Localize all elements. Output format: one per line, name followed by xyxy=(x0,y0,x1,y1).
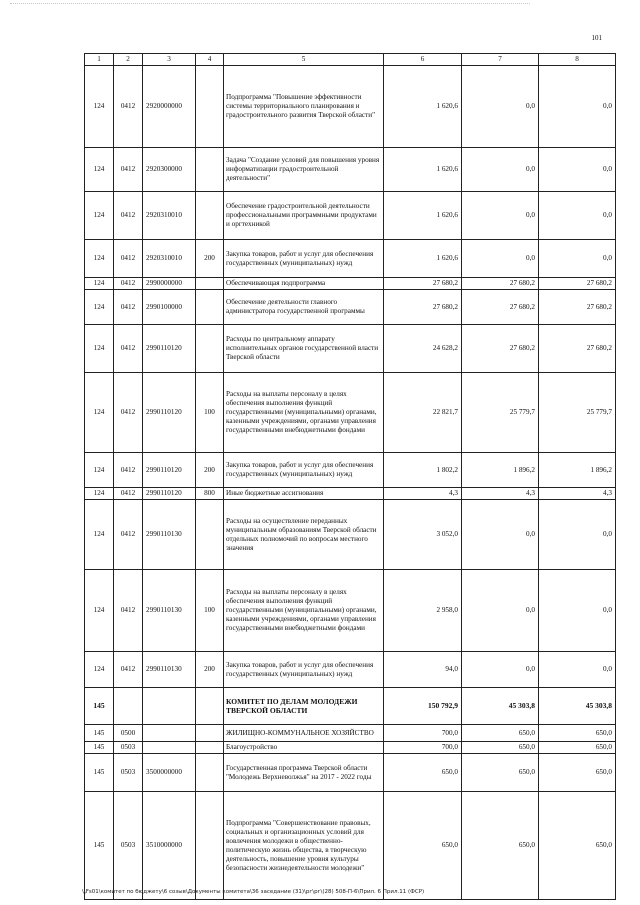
amount-2022-cell: 4,3 xyxy=(539,488,616,500)
amount-2022-cell: 650,0 xyxy=(539,754,616,792)
section-code-cell: 0412 xyxy=(114,148,143,192)
expense-type-cell xyxy=(196,66,224,148)
section-code-cell: 0412 xyxy=(114,373,143,453)
amount-2021-cell: 0,0 xyxy=(462,66,539,148)
expense-type-cell xyxy=(196,325,224,373)
amount-2022-cell: 650,0 xyxy=(539,742,616,754)
table-row xyxy=(85,240,616,278)
admin-code-cell: 145 xyxy=(85,792,114,900)
amount-2020-cell: 1 620,6 xyxy=(384,240,462,278)
amount-2020-cell: 1 620,6 xyxy=(384,148,462,192)
name-cell: Благоустройство xyxy=(224,742,384,754)
expense-type-cell xyxy=(196,148,224,192)
table-row xyxy=(85,192,616,240)
amount-2020-cell: 1 620,6 xyxy=(384,66,462,148)
amount-2021-cell: 25 779,7 xyxy=(462,373,539,453)
amount-2022-cell: 27 680,2 xyxy=(539,278,616,290)
expense-type-cell xyxy=(196,725,224,742)
admin-code-cell: 124 xyxy=(85,488,114,500)
amount-2021-cell: 0,0 xyxy=(462,570,539,652)
amount-2020-cell: 4,3 xyxy=(384,488,462,500)
column-header: 4 xyxy=(196,54,224,66)
amount-2021-cell: 27 680,2 xyxy=(462,290,539,325)
table-row xyxy=(85,488,616,500)
table-row xyxy=(85,453,616,488)
amount-2020-cell: 94,0 xyxy=(384,652,462,688)
name-cell: Закупка товаров, работ и услуг для обеспечения государственных (муниципальных) нужд xyxy=(224,240,384,278)
admin-code-cell: 124 xyxy=(85,290,114,325)
section-code-cell: 0412 xyxy=(114,325,143,373)
amount-2020-cell: 27 680,2 xyxy=(384,290,462,325)
table-row xyxy=(85,792,616,900)
name-cell: Закупка товаров, работ и услуг для обеспечения государственных (муниципальных) нужд xyxy=(224,652,384,688)
amount-2021-cell: 1 896,2 xyxy=(462,453,539,488)
amount-2022-cell: 0,0 xyxy=(539,240,616,278)
name-cell: Государственная программа Тверской области "Молодежь Верхневолжья" на 2017 - 2022 годы xyxy=(224,754,384,792)
section-code-cell: 0503 xyxy=(114,754,143,792)
admin-code-cell: 124 xyxy=(85,192,114,240)
amount-2020-cell: 700,0 xyxy=(384,725,462,742)
scan-noise-line xyxy=(10,3,530,10)
admin-code-cell: 124 xyxy=(85,373,114,453)
name-cell: Подпрограмма "Совершенствование правовых, социальных и организационных условий для вовлечения молодежи в общественно-политическую жизнь общества, в творческую деятельность, повышение уровня культуры безопасности жизнедеятельности молодежи" xyxy=(224,792,384,900)
target-article-cell: 2920300000 xyxy=(143,148,196,192)
amount-2020-cell: 700,0 xyxy=(384,742,462,754)
amount-2022-cell: 1 896,2 xyxy=(539,453,616,488)
amount-2020-cell: 650,0 xyxy=(384,792,462,900)
amount-2020-cell: 150 792,9 xyxy=(384,688,462,725)
expense-type-cell xyxy=(196,500,224,570)
name-cell: Обеспечение градостроительной деятельности профессиональными программными продуктами и оргтехникой xyxy=(224,192,384,240)
amount-2020-cell: 22 821,7 xyxy=(384,373,462,453)
expense-type-cell xyxy=(196,792,224,900)
amount-2021-cell: 650,0 xyxy=(462,742,539,754)
amount-2022-cell: 27 680,2 xyxy=(539,325,616,373)
amount-2021-cell: 0,0 xyxy=(462,652,539,688)
amount-2022-cell: 0,0 xyxy=(539,66,616,148)
section-code-cell: 0412 xyxy=(114,66,143,148)
amount-2022-cell: 0,0 xyxy=(539,570,616,652)
expense-type-cell xyxy=(196,754,224,792)
amount-2021-cell: 650,0 xyxy=(462,754,539,792)
amount-2022-cell: 27 680,2 xyxy=(539,290,616,325)
amount-2020-cell: 1 802,2 xyxy=(384,453,462,488)
target-article-cell: 2990110120 xyxy=(143,325,196,373)
table-row xyxy=(85,148,616,192)
table-row xyxy=(85,500,616,570)
expense-type-cell: 100 xyxy=(196,373,224,453)
expense-type-cell xyxy=(196,688,224,725)
amount-2020-cell: 650,0 xyxy=(384,754,462,792)
target-article-cell xyxy=(143,742,196,754)
column-header: 8 xyxy=(539,54,616,66)
target-article-cell: 3500000000 xyxy=(143,754,196,792)
expense-type-cell: 800 xyxy=(196,488,224,500)
table-row xyxy=(85,688,616,725)
table-row xyxy=(85,725,616,742)
expense-type-cell xyxy=(196,192,224,240)
section-code-cell: 0412 xyxy=(114,453,143,488)
admin-code-cell: 124 xyxy=(85,570,114,652)
page-number: 101 xyxy=(591,34,602,42)
admin-code-cell: 124 xyxy=(85,240,114,278)
amount-2021-cell: 650,0 xyxy=(462,725,539,742)
section-code-cell: 0412 xyxy=(114,278,143,290)
section-code-cell: 0500 xyxy=(114,725,143,742)
amount-2021-cell: 0,0 xyxy=(462,148,539,192)
name-cell: Закупка товаров, работ и услуг для обеспечения государственных (муниципальных) нужд xyxy=(224,453,384,488)
expense-type-cell xyxy=(196,290,224,325)
amount-2020-cell: 3 052,0 xyxy=(384,500,462,570)
admin-code-cell: 145 xyxy=(85,742,114,754)
admin-code-cell: 124 xyxy=(85,500,114,570)
admin-code-cell: 124 xyxy=(85,148,114,192)
amount-2022-cell: 0,0 xyxy=(539,652,616,688)
table-row xyxy=(85,278,616,290)
target-article-cell: 2990110120 xyxy=(143,453,196,488)
table-row xyxy=(85,652,616,688)
amount-2022-cell: 650,0 xyxy=(539,792,616,900)
target-article-cell: 2990110130 xyxy=(143,652,196,688)
expense-type-cell: 100 xyxy=(196,570,224,652)
name-cell: Обеспечение деятельности главного администратора государственной программы xyxy=(224,290,384,325)
target-article-cell: 2990000000 xyxy=(143,278,196,290)
admin-code-cell: 124 xyxy=(85,652,114,688)
name-cell: Расходы на осуществление переданных муниципальным образованиям Тверской области отдельных полномочий по вопросам местного значения xyxy=(224,500,384,570)
amount-2020-cell: 1 620,6 xyxy=(384,192,462,240)
amount-2021-cell: 0,0 xyxy=(462,240,539,278)
name-cell: Задача "Создание условий для повышения уровня информатизации градостроительной деятельности" xyxy=(224,148,384,192)
admin-code-cell: 145 xyxy=(85,688,114,725)
section-code-cell: 0412 xyxy=(114,192,143,240)
target-article-cell: 2990100000 xyxy=(143,290,196,325)
column-header: 7 xyxy=(462,54,539,66)
target-article-cell: 3510000000 xyxy=(143,792,196,900)
target-article-cell xyxy=(143,688,196,725)
amount-2021-cell: 650,0 xyxy=(462,792,539,900)
name-cell: Расходы на выплаты персоналу в целях обеспечения выполнения функций государственными (муниципальными) органами, казенными учреждениями, органами управления государственными внебюджетными фондами xyxy=(224,373,384,453)
amount-2021-cell: 45 303,8 xyxy=(462,688,539,725)
table-row xyxy=(85,742,616,754)
target-article-cell xyxy=(143,725,196,742)
expense-type-cell xyxy=(196,278,224,290)
section-code-cell: 0412 xyxy=(114,488,143,500)
amount-2021-cell: 4,3 xyxy=(462,488,539,500)
section-code-cell: 0503 xyxy=(114,792,143,900)
name-cell: Обеспечивающая подпрограмма xyxy=(224,278,384,290)
section-code-cell: 0412 xyxy=(114,652,143,688)
amount-2022-cell: 0,0 xyxy=(539,500,616,570)
target-article-cell: 2990110120 xyxy=(143,373,196,453)
amount-2020-cell: 2 958,0 xyxy=(384,570,462,652)
column-header: 3 xyxy=(143,54,196,66)
amount-2022-cell: 45 303,8 xyxy=(539,688,616,725)
section-code-cell: 0412 xyxy=(114,290,143,325)
amount-2022-cell: 0,0 xyxy=(539,192,616,240)
section-code-cell: 0412 xyxy=(114,500,143,570)
expense-type-cell: 200 xyxy=(196,240,224,278)
target-article-cell: 2990110130 xyxy=(143,500,196,570)
amount-2021-cell: 0,0 xyxy=(462,500,539,570)
expense-type-cell: 200 xyxy=(196,453,224,488)
target-article-cell: 2990110130 xyxy=(143,570,196,652)
table-row xyxy=(85,325,616,373)
amount-2020-cell: 27 680,2 xyxy=(384,278,462,290)
name-cell: КОМИТЕТ ПО ДЕЛАМ МОЛОДЕЖИ ТВЕРСКОЙ ОБЛАСТИ xyxy=(224,688,384,725)
admin-code-cell: 124 xyxy=(85,66,114,148)
section-code-cell: 0412 xyxy=(114,240,143,278)
name-cell: Расходы по центральному аппарату исполнительных органов государственной власти Тверской области xyxy=(224,325,384,373)
column-number-row xyxy=(85,54,616,66)
amount-2020-cell: 24 628,2 xyxy=(384,325,462,373)
amount-2022-cell: 25 779,7 xyxy=(539,373,616,453)
footer-file-path: \\Fs01\комитет по бюджету\6 созыв\Документы комитета\36 заседание (31)\рг\рг\(28) 508-П-6\Прил. 6 Прил.11 (ФСР) xyxy=(82,889,425,895)
amount-2021-cell: 27 680,2 xyxy=(462,325,539,373)
expense-type-cell xyxy=(196,742,224,754)
name-cell: Расходы на выплаты персоналу в целях обеспечения выполнения функций государственными (муниципальными) органами, казенными учреждениями, органами управления государственными внебюджетными фондами xyxy=(224,570,384,652)
table-row xyxy=(85,754,616,792)
column-header: 2 xyxy=(114,54,143,66)
column-header: 6 xyxy=(384,54,462,66)
admin-code-cell: 145 xyxy=(85,754,114,792)
column-header: 1 xyxy=(85,54,114,66)
name-cell: ЖИЛИЩНО-КОММУНАЛЬНОЕ ХОЗЯЙСТВО xyxy=(224,725,384,742)
target-article-cell: 2920000000 xyxy=(143,66,196,148)
name-cell: Подпрограмма "Повышение эффективности системы территориального планирования и градостроительного развития Тверской области" xyxy=(224,66,384,148)
admin-code-cell: 124 xyxy=(85,453,114,488)
section-code-cell: 0412 xyxy=(114,570,143,652)
amount-2022-cell: 650,0 xyxy=(539,725,616,742)
section-code-cell xyxy=(114,688,143,725)
column-header: 5 xyxy=(224,54,384,66)
admin-code-cell: 124 xyxy=(85,325,114,373)
amount-2021-cell: 0,0 xyxy=(462,192,539,240)
target-article-cell: 2920310010 xyxy=(143,240,196,278)
amount-2022-cell: 0,0 xyxy=(539,148,616,192)
amount-2021-cell: 27 680,2 xyxy=(462,278,539,290)
table-row xyxy=(85,66,616,148)
target-article-cell: 2920310010 xyxy=(143,192,196,240)
table-row xyxy=(85,570,616,652)
admin-code-cell: 124 xyxy=(85,278,114,290)
table-row xyxy=(85,290,616,325)
expense-type-cell: 200 xyxy=(196,652,224,688)
section-code-cell: 0503 xyxy=(114,742,143,754)
target-article-cell: 2990110120 xyxy=(143,488,196,500)
table-row xyxy=(85,373,616,453)
admin-code-cell: 145 xyxy=(85,725,114,742)
budget-table xyxy=(84,53,616,900)
name-cell: Иные бюджетные ассигнования xyxy=(224,488,384,500)
